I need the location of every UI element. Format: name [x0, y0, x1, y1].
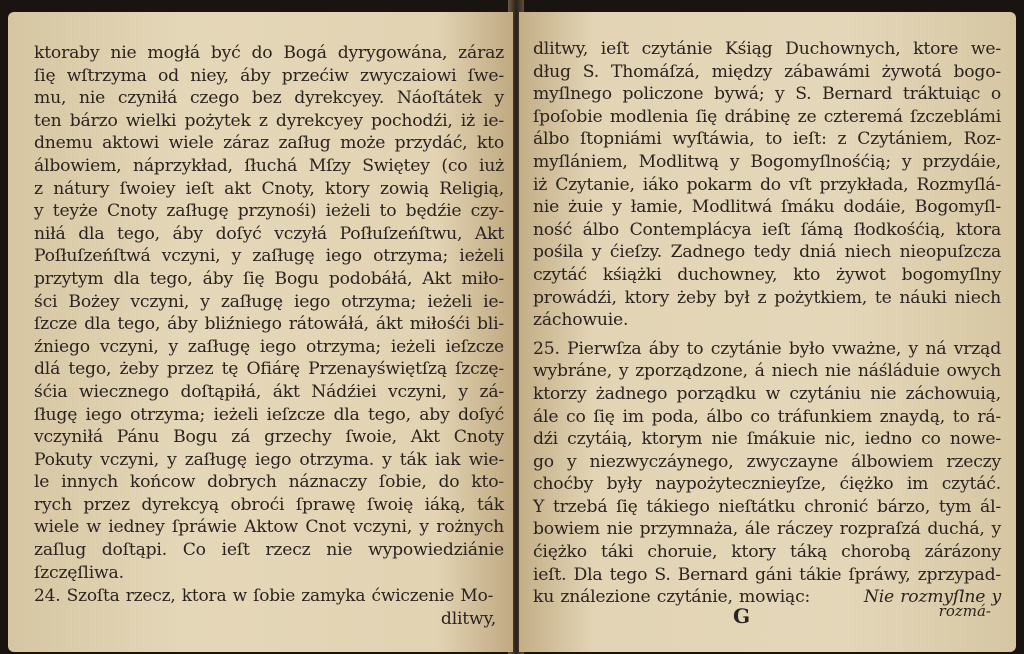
text-line: álbowiem, náprzykład, ſłuchá Mſzy Swiętey (co iuż: [34, 155, 504, 176]
text-line: myſlániem, Modlitwą y Bogomyſlnośćią; y przydáie,: [533, 151, 1001, 172]
text-line: záchowuie.: [533, 310, 629, 331]
left-page: [8, 12, 513, 652]
catchword: dlitwy,: [440, 609, 496, 630]
text-line: ktorzy żadnego porządku w czytániu nie záchowuią,: [533, 383, 1001, 404]
paragraph-25-start: 25. Pierwſza áby to czytánie było vważne, y ná vrząd: [533, 338, 1001, 359]
text-line: pośila y ćieſzy. Zadnego tedy dniá niech nieopuſzcza: [533, 242, 1001, 263]
text-line: dźi czytáią, ktorym nie ſmákuie nic, iedno co nowe-: [533, 429, 1001, 450]
text-line: choćby były naypożytecznieyſze, ćiężko im czytáć.: [533, 474, 1001, 495]
text-line: ſię wſtrzyma od niey, áby przećiw zwyczaiowi ſwe-: [34, 65, 504, 86]
text-line: ſługę iego otrzyma; ieżeli ieſzcze dla tego, aby doſyć: [34, 404, 504, 425]
text-line: nie żuie y łamie, Modlitwá ſmáku dodáie, Bogomyſl-: [533, 197, 1001, 218]
text-line: y teyże Cnoty zaſługę przynośi) ieżeli to będźie czy-: [34, 201, 504, 222]
text-line: álbo ſtopniámi wyſtáwia, to ieſt: z Czytániem, Roz-: [533, 129, 1001, 150]
text-line-main: ku ználezione czytánie, mowiąc:: [533, 587, 811, 608]
text-line: Poſłuſzeńſtwá vczyni, y zaſługę iego otrzyma; ieżeli: [34, 246, 504, 267]
text-line: rych przez dyrekcyą obroći ſprawę ſwoię iáką, ták: [34, 494, 504, 515]
text-line: ność álbo Contemplácya ieſt ſámą ſłodkośćią, ktora: [533, 219, 1001, 240]
quote-start: Nie rozmyſlne y: [863, 587, 1001, 608]
text-line: zaſlug doſtąpi. Co ieſt rzecz nie wypowiedziánie: [34, 540, 504, 561]
text-line: Pokuty vczyni, y zaſługę iego otrzyma. y ták iak wie-: [34, 449, 504, 470]
text-line: bowiem nie przymnaża, ále ráczey rozpraſzá duchá, y: [533, 519, 1001, 540]
text-line: źniego vczyni, y zaſługę iego otrzyma; ieżeli ieſzcze: [34, 336, 504, 357]
text-line: ieſt. Dla tego S. Bernard gáni tákie ſpráwy, zprzypad-: [533, 564, 1001, 585]
paragraph-24-start: 24. Szoſta rzecz, ktora w ſobie zamyka ćwiczenie Mo-: [34, 586, 494, 607]
text-line: ſpoſobie modlenia ſię drábinę ze czteremá ſzczeblámi: [533, 106, 1001, 127]
text-line: myſlnego policzone bywá; y S. Bernard tráktuiąc o: [533, 84, 1001, 105]
text-line: z nátury ſwoiey ieſt akt Cnoty, ktory zowią Religią,: [34, 178, 504, 199]
text-line: ſzcze dla tego, áby bliźniego rátowáłá, ákt miłośći bli-: [34, 314, 504, 335]
left-page-text: [34, 42, 504, 630]
text-line: prowádźi, ktory żeby był z pożytkiem, te náuki niech: [533, 287, 1001, 308]
text-line: dlá tego, żeby przez tę Ofiárę Przenayświętſzą ſzczę-: [34, 359, 504, 380]
text-line: wybráne, y zporządzone, á niech nie náśláduie owych: [533, 361, 1001, 382]
text-line: niłá dla tego, áby doſyć vczyłá Poſłuſzeńſtwu, Akt: [34, 223, 504, 244]
text-line: ści Bożey vczyni, y zaſługę iego otrzyma; ieżeli ie-: [34, 291, 504, 312]
paragraph-24-row: [34, 584, 504, 608]
text-line: ále co ſię im poda, álbo co tráfunkiem znaydą, to rá-: [533, 406, 1001, 427]
text-line: dług S. Thomáſzá, między zábawámi żywotá bogo-: [533, 61, 1001, 82]
text-line: mu, nie czyniłá czego bez dyrekcyey. Náoſtátek y: [34, 88, 504, 109]
text-line: le innych końcow dobrych náznaczy ſobie, do kto-: [34, 472, 504, 493]
text-line: vczyniłá Pánu Bogu zá grzechy ſwoie, Akt Cnoty: [34, 427, 504, 448]
text-line: go y niezwyczáynego, zwyczayne álbowiem rzeczy: [533, 451, 1001, 472]
right-page-text: [533, 38, 1001, 609]
text-line: Y trzebá ſię tákiego nieſtátku chronić bárzo, tym ál-: [533, 496, 1001, 517]
text-line: iż Czytanie, iáko pokarm do vſt przykłada, Rozmyſlá-: [533, 174, 1001, 195]
text-line: ćiężko táki choruie, ktory táką chorobą zárázony: [533, 542, 1001, 563]
text-line: wiele w iedney ſpráwie Aktow Cnot vczyni, y rożnych: [34, 517, 504, 538]
text-line: śćia wiecznego doſtąpiłá, ákt Nádźiei vczyni, y zá-: [34, 381, 504, 402]
text-line: ten bárzo wielki pożytek z dyrekcyey pochodźi, iż ie-: [34, 110, 504, 131]
signature-mark: G: [733, 604, 751, 628]
right-page: [519, 12, 1016, 652]
text-line: dlitwy, ieſt czytánie Kśiąg Duchownych, ktore we-: [533, 39, 1001, 59]
text-line: ktoraby nie mogłá być do Bogá dyrygowána, záraz: [34, 43, 504, 63]
text-line: przytym dla tego, áby ſię Bogu podobáłá, Akt miło-: [34, 268, 504, 289]
signature-row: [533, 602, 1001, 632]
text-line: czytáć kśiążki duchowney, kto żywot bogomyſlny: [533, 264, 1001, 285]
text-line: dnemu aktowi wiele záraz zaſług może przydáć, kto: [34, 133, 504, 154]
text-line: ſzczęſliwa.: [34, 562, 124, 583]
catchword: rozmá-: [938, 602, 991, 620]
